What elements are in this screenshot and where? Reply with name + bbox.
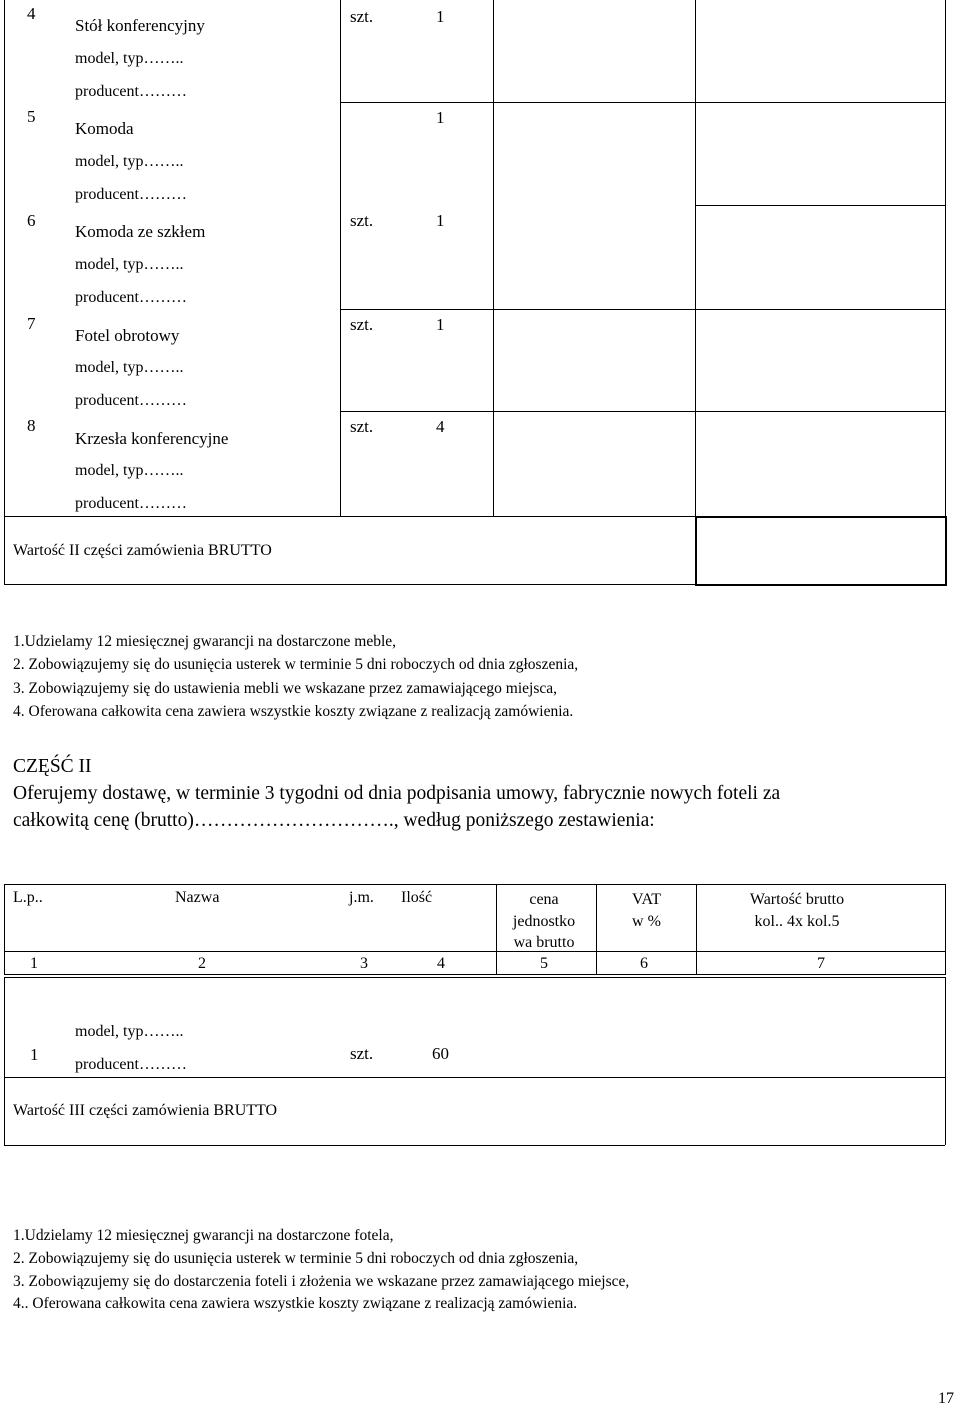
header-gross-value-line: kol.. 4x kol.5 xyxy=(754,912,840,930)
col-number: 5 xyxy=(540,955,548,972)
item-qty: 1 xyxy=(436,108,445,127)
term-item: 2. Zobowiązujemy się do usunięcia usterek w terminie 5 dni roboczych od dnia zgłoszenia, xyxy=(13,656,579,673)
term-item: 1.Udzielamy 12 miesięcznej gwarancji na dostarczone meble, xyxy=(13,633,397,650)
header-vat xyxy=(597,889,696,932)
item-qty: 60 xyxy=(432,1044,449,1063)
header-gross-value-line: Wartość brutto xyxy=(749,891,845,908)
item-model: model, typ…….. xyxy=(75,153,184,170)
header-unit: j.m. xyxy=(349,889,374,906)
section-heading: CZĘŚĆ II xyxy=(13,756,92,777)
item-qty: 1 xyxy=(436,7,445,26)
item-producer: producent……… xyxy=(75,289,187,306)
col-number: 4 xyxy=(437,955,445,972)
item-model: model, typ…….. xyxy=(75,462,184,479)
term-item: 4.. Oferowana całkowita cena zawiera wszystkie koszty związane z realizacją zamówienia. xyxy=(13,1295,578,1312)
item-model: model, typ…….. xyxy=(75,50,184,67)
header-name: Nazwa xyxy=(175,889,220,906)
term-item: 4. Oferowana całkowita cena zawiera wszystkie koszty związane z realizacją zamówienia. xyxy=(13,703,574,720)
item-name: Krzesła konferencyjne xyxy=(75,429,229,448)
section-intro-line1: Oferujemy dostawę, w terminie 3 tygodni od dnia podpisania umowy, fabrycznie nowych foteli za xyxy=(13,783,781,804)
item-producer: producent……… xyxy=(75,186,187,203)
item-model: model, typ…….. xyxy=(75,256,184,273)
col-number: 7 xyxy=(817,955,825,972)
item-name: Stół konferencyjny xyxy=(75,16,205,35)
col-number: 1 xyxy=(30,955,38,972)
item-model: model, typ…….. xyxy=(75,359,184,376)
col-number: 6 xyxy=(640,955,648,972)
term-item: 1.Udzielamy 12 miesięcznej gwarancji na dostarczone fotela, xyxy=(13,1227,394,1244)
row-lp: 7 xyxy=(27,314,36,333)
total-label-part3: Wartość III części zamówienia BRUTTO xyxy=(13,1102,278,1119)
row-lp: 6 xyxy=(27,211,36,230)
item-name: Komoda xyxy=(75,119,134,138)
row-lp: 8 xyxy=(27,416,36,435)
item-unit: szt. xyxy=(350,1044,374,1063)
header-vat-line: VAT xyxy=(631,891,662,908)
row-lp: 1 xyxy=(30,1045,39,1064)
term-item: 3. Zobowiązujemy się do ustawienia mebli we wskazane przez zamawiającego miejsca, xyxy=(13,680,557,697)
item-unit: szt. xyxy=(350,211,374,230)
term-item: 3. Zobowiązujemy się do dostarczenia foteli i złożenia we wskazane przez zamawiającego miejsce, xyxy=(13,1273,630,1290)
header-unit-price xyxy=(497,889,591,954)
item-producer: producent……… xyxy=(75,1056,187,1073)
item-qty: 1 xyxy=(436,211,445,230)
col-number: 2 xyxy=(198,955,206,972)
row-lp: 4 xyxy=(27,4,36,23)
item-producer: producent……… xyxy=(75,392,187,409)
header-unit-price-line: wa brutto xyxy=(513,934,575,951)
total-label-part2: Wartość II części zamówienia BRUTTO xyxy=(13,542,272,559)
item-name: Komoda ze szkłem xyxy=(75,222,206,241)
item-model: model, typ…….. xyxy=(75,1023,184,1040)
header-unit-price-line: jednostko xyxy=(512,912,576,930)
page-number: 17 xyxy=(938,1390,954,1407)
row-lp: 5 xyxy=(27,107,36,126)
term-item: 2. Zobowiązujemy się do usunięcia usterek w terminie 5 dni roboczych od dnia zgłoszenia, xyxy=(13,1250,579,1267)
item-producer: producent……… xyxy=(75,83,187,100)
item-unit: szt. xyxy=(350,7,374,26)
item-qty: 1 xyxy=(436,315,445,334)
item-producer: producent……… xyxy=(75,495,187,512)
header-gross-value xyxy=(697,889,897,932)
header-vat-line: w % xyxy=(632,912,661,930)
item-name: Fotel obrotowy xyxy=(75,326,180,345)
header-unit-price-line: cena xyxy=(529,891,559,908)
col-number: 3 xyxy=(360,955,368,972)
header-qty: Ilość xyxy=(401,889,433,906)
header-lp: L.p.. xyxy=(13,889,43,906)
section-intro-line2: całkowitą cenę (brutto)…………………………., według poniższego zestawienia: xyxy=(13,810,655,831)
item-unit: szt. xyxy=(350,315,374,334)
total-value-box-part2[interactable] xyxy=(695,516,947,586)
item-unit: szt. xyxy=(350,417,374,436)
item-qty: 4 xyxy=(436,417,445,436)
